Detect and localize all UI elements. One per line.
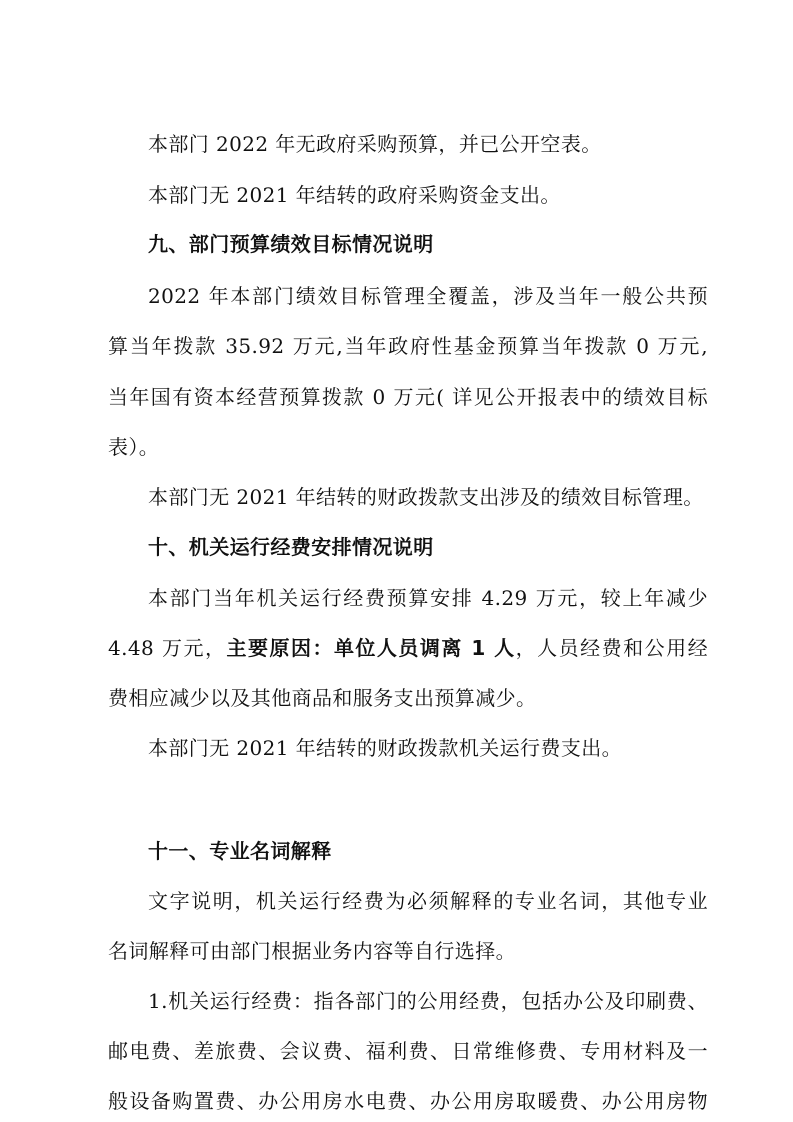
section-heading-11: 十一、专业名词解释 xyxy=(148,839,332,863)
paragraph-term-1-line-1: 1.机关运行经费：指各部门的公用经费，包括办公及印刷费、 xyxy=(148,989,708,1013)
paragraph-procurement-budget: 本部门 2022 年无政府采购预算，并已公开空表。 xyxy=(148,132,602,156)
paragraph-terms-note-line-1: 文字说明，机关运行经费为必须解释的专业名词，其他专业 xyxy=(148,889,708,913)
section-heading-10: 十、机关运行经费安排情况说明 xyxy=(148,535,434,559)
operating-cost-main-reason: 主要原因：单位人员调离 1 人 xyxy=(226,636,516,660)
paragraph-performance-carryover: 本部门无 2021 年结转的财政拨款支出涉及的绩效目标管理。 xyxy=(148,485,704,509)
paragraph-terms-note-line-2: 名词解释可由部门根据业务内容等自行选择。 xyxy=(108,939,516,963)
operating-cost-amount: 4.48 万元， xyxy=(108,636,227,660)
operating-cost-detail: ，人员经费和公用经 xyxy=(515,636,708,660)
paragraph-operating-cost-carryover: 本部门无 2021 年结转的财政拨款机关运行费支出。 xyxy=(148,736,623,760)
paragraph-operating-cost-line-1: 本部门当年机关运行经费预算安排 4.29 万元，较上年减少 xyxy=(148,586,708,610)
paragraph-term-1-line-2: 邮电费、差旅费、会议费、福利费、日常维修费、专用材料及一 xyxy=(108,1039,708,1063)
paragraph-performance-line-1: 2022 年本部门绩效目标管理全覆盖，涉及当年一般公共预 xyxy=(148,284,708,308)
paragraph-operating-cost-line-3: 费相应减少以及其他商品和服务支出预算减少。 xyxy=(108,686,537,710)
section-heading-9: 九、部门预算绩效目标情况说明 xyxy=(148,232,434,256)
paragraph-procurement-carryover: 本部门无 2021 年结转的政府采购资金支出。 xyxy=(148,183,561,207)
paragraph-performance-line-2: 算当年拨款 35.92 万元,当年政府性基金预算当年拨款 0 万元, xyxy=(108,334,708,358)
paragraph-term-1-line-3: 般设备购置费、办公用房水电费、办公用房取暖费、办公用房物 xyxy=(108,1089,708,1113)
paragraph-operating-cost-line-2 xyxy=(108,634,708,662)
paragraph-performance-line-3: 当年国有资本经营预算拨款 0 万元( 详见公开报表中的绩效目标 xyxy=(108,385,708,409)
paragraph-performance-line-4: 表）。 xyxy=(108,435,160,459)
